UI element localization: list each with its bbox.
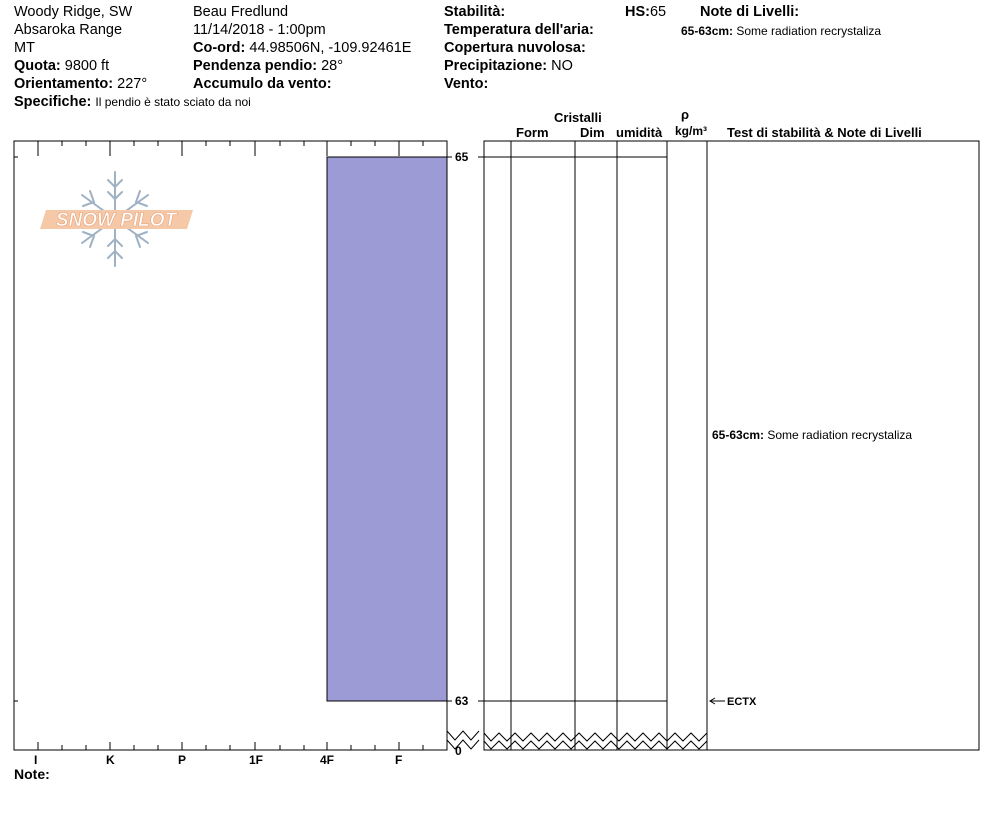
hardness-tick-label: K (106, 753, 115, 767)
notes-footer-label: Note: (14, 766, 50, 782)
hardness-tick-label: F (395, 753, 403, 767)
cloud-label: Copertura nuvolosa: (444, 40, 586, 56)
hardness-tick-label: P (178, 753, 187, 767)
specifics-value: Il pendio è stato sciato da noi (95, 95, 251, 109)
axis-break-left-bottom (447, 740, 479, 749)
moisture-header: umidità (616, 125, 663, 140)
axis-break-right-bottom (484, 741, 707, 749)
axis-break-left-top (447, 731, 479, 740)
coord-label: Co-ord: (193, 40, 246, 56)
hardness-tick-label: 4F (320, 753, 335, 767)
elevation-value: 9800 ft (64, 58, 110, 74)
header-layer-note-depth: 65-63cm: (681, 24, 734, 38)
observer: Beau Fredlund (193, 4, 289, 20)
slope-label: Pendenza pendio: (193, 58, 318, 74)
snow-pilot-logo-text-icon (40, 210, 193, 231)
hardness-tick-label: I (34, 753, 38, 767)
dim-header: Dim (580, 125, 605, 140)
state: MT (14, 40, 35, 56)
crystal-table-frame (484, 141, 979, 750)
stability-test-label: ECTX (727, 696, 757, 708)
depth-label-63: 63 (455, 694, 469, 708)
stability-label: Stabilità: (444, 4, 506, 20)
elevation-label: Quota: (14, 58, 61, 74)
layer-notes-title: Note di Livelli: (700, 4, 800, 20)
chart-layer-note-depth: 65-63cm: (712, 428, 765, 442)
location: Woody Ridge, SW (14, 4, 133, 20)
hardness-tick-label: 1F (249, 753, 264, 767)
depth-label-0: 0 (455, 744, 462, 758)
hardness-layer-bar (327, 157, 447, 701)
air-temp-label: Temperatura dell'aria: (444, 22, 594, 38)
precip-label: Precipitazione: (444, 58, 548, 74)
wind-label: Vento: (444, 76, 489, 92)
specifics-label: Specifiche: (14, 94, 92, 110)
axis-break-right-top (484, 733, 707, 741)
wind-loading-label: Accumulo da vento: (193, 76, 332, 92)
datetime: 11/14/2018 - 1:00pm (193, 22, 326, 38)
hs-value: 65 (649, 4, 667, 20)
density-symbol: ρ (681, 107, 690, 122)
coord-value: 44.98506N, -109.92461E (249, 40, 412, 56)
chart-layer-note-text: Some radiation recrystaliza (767, 428, 913, 442)
density-unit: kg/m³ (675, 124, 708, 138)
aspect-label: Orientamento: (14, 76, 114, 92)
header-layer-note-text: Some radiation recrystaliza (736, 24, 882, 38)
hs-label: HS: (625, 4, 650, 20)
chart-layer-note (712, 428, 912, 442)
crystals-header: Cristalli (554, 110, 602, 125)
depth-label-65: 65 (455, 150, 469, 164)
hardness-bottom-ticks (38, 742, 423, 750)
slope-value: 28° (321, 58, 344, 74)
hardness-top-ticks (38, 141, 423, 156)
svg-text:SNOW PILOT: SNOW PILOT (55, 210, 177, 231)
form-header: Form (516, 125, 549, 140)
aspect-value: 227° (117, 76, 148, 92)
precip-value: NO (551, 58, 573, 74)
tests-notes-header: Test di stabilità & Note di Livelli (727, 125, 922, 140)
mountain-range: Absaroka Range (14, 22, 123, 38)
